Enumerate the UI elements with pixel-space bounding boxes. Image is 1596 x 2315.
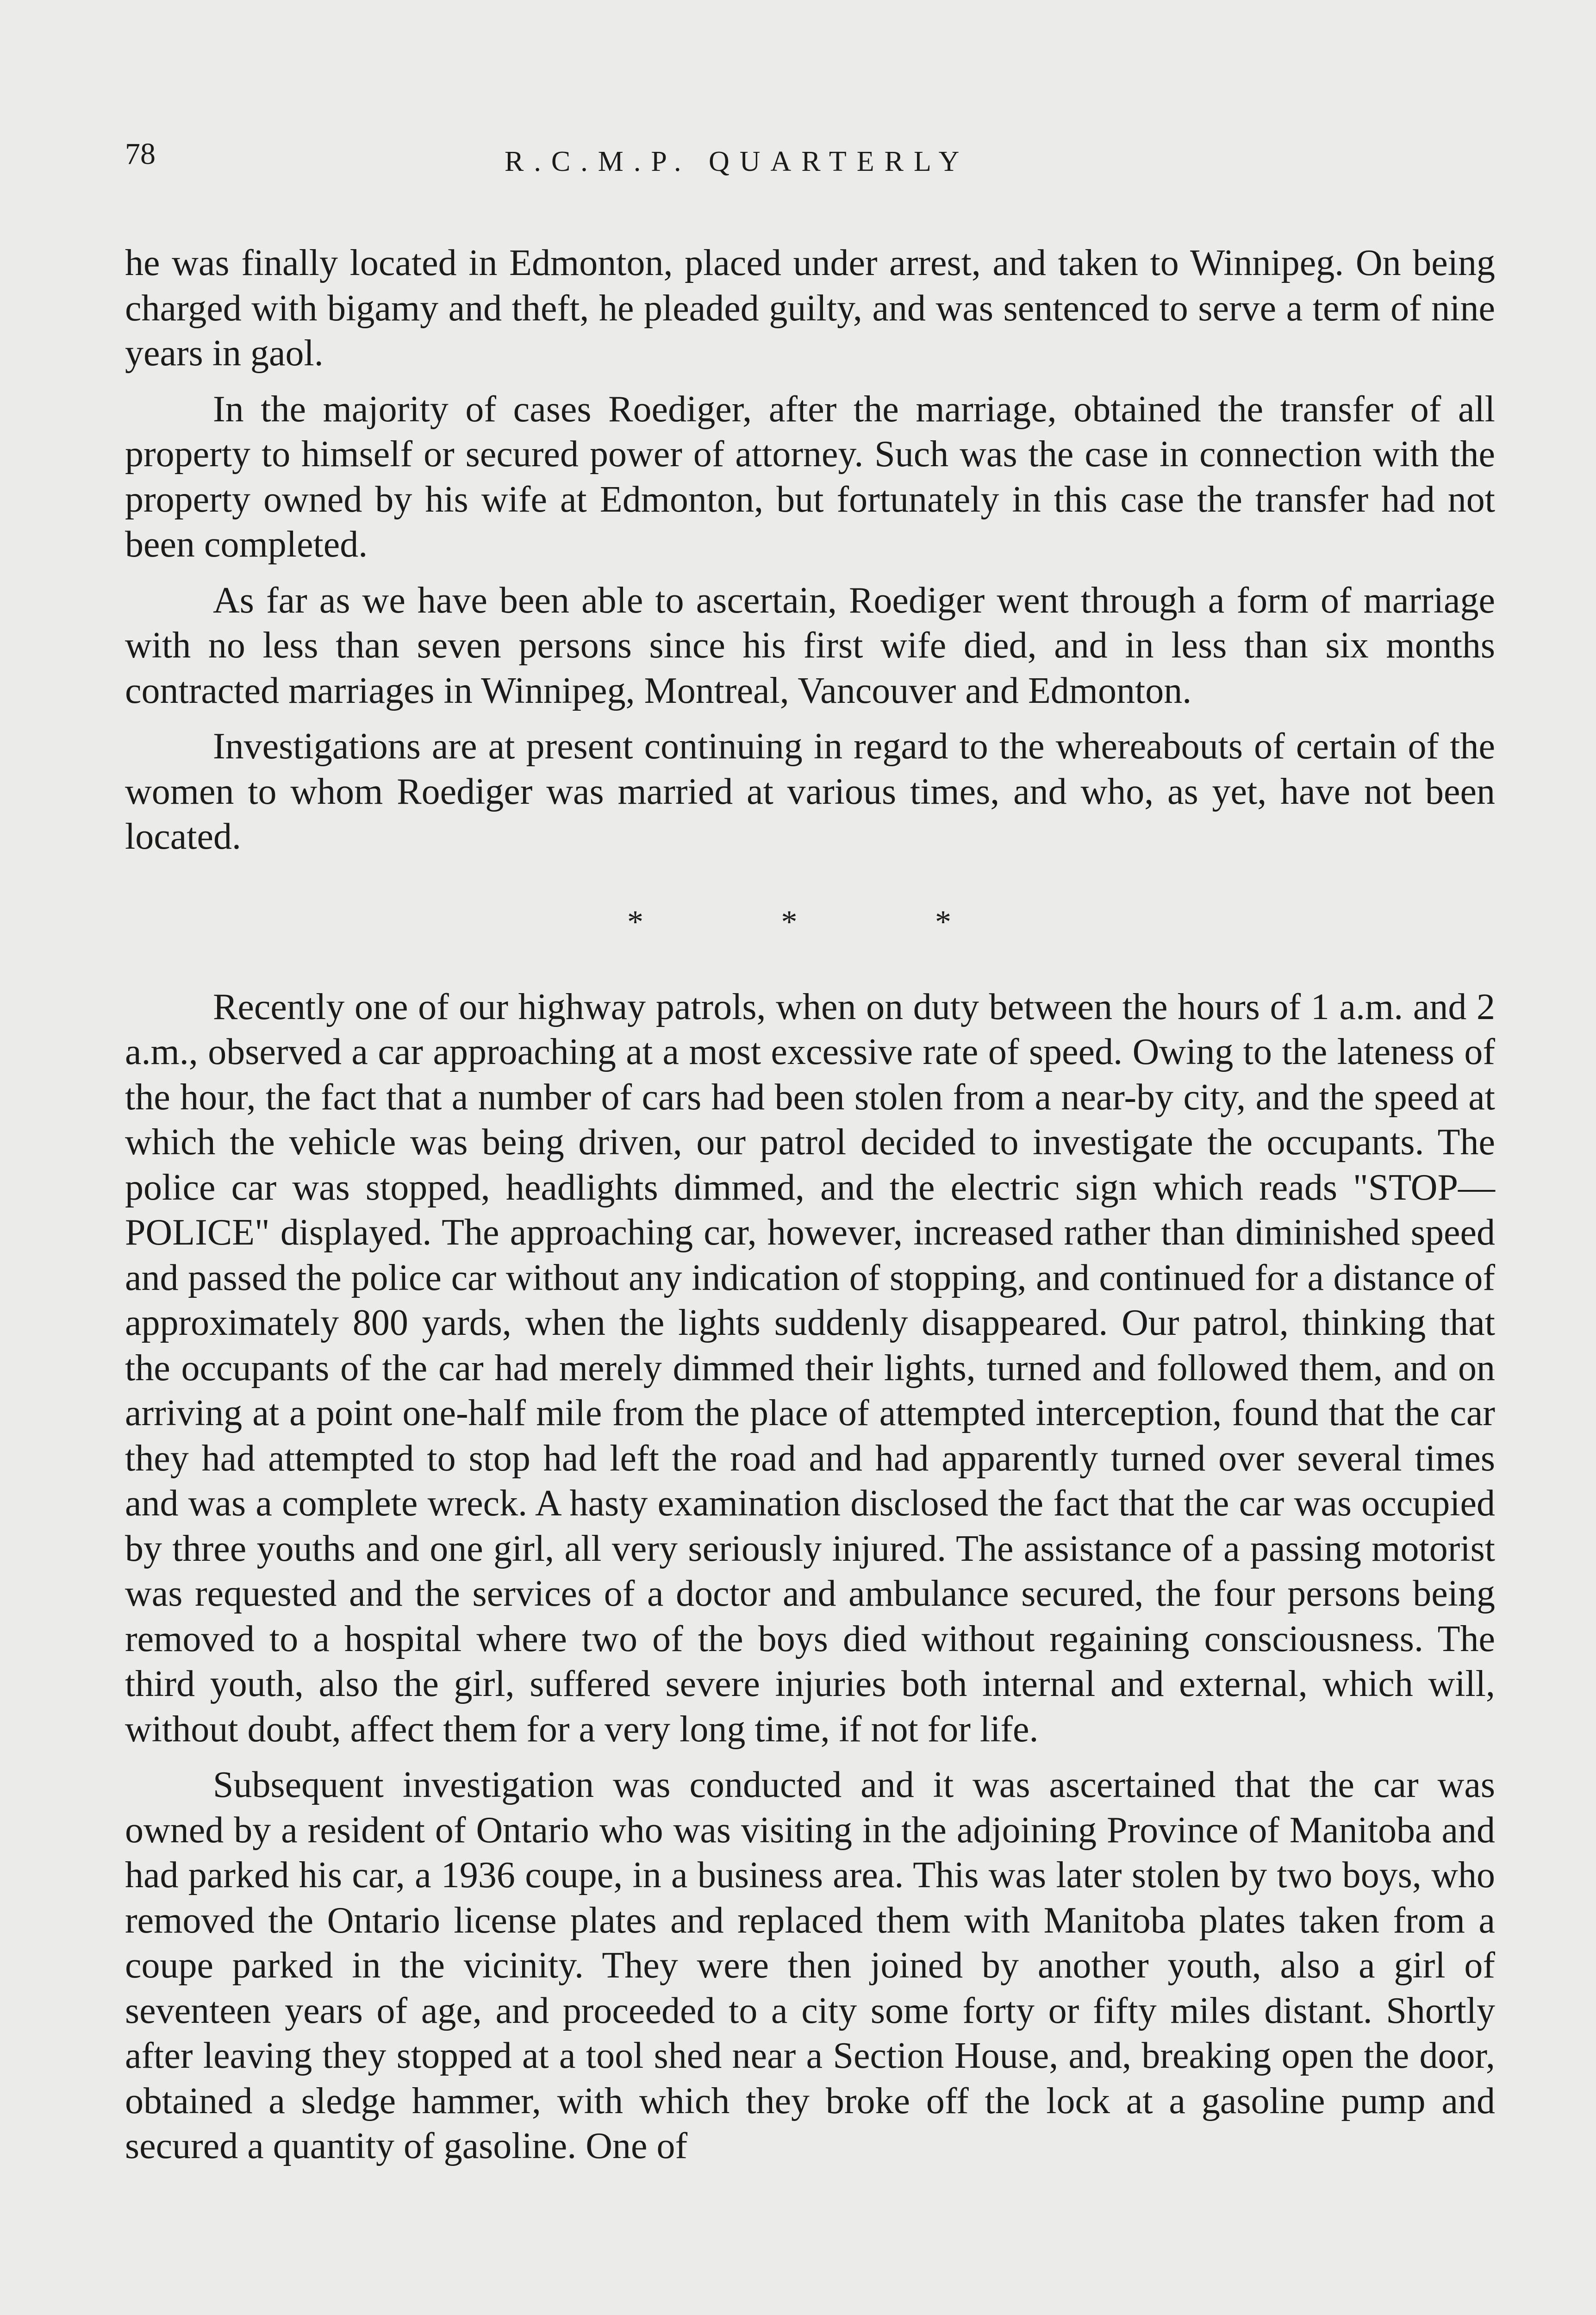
paragraph: As far as we have been able to ascertain, Roediger went through a form of marriage with no less than seven persons since his first wife died, and in less than six months contracted marriages in Winnipeg, Montreal, Vancouver and Edmonton. [125, 580, 1495, 711]
separator-asterisk: * [781, 904, 798, 940]
paragraph-continuation: he was finally located in Edmonton, placed under arrest, and taken to Winnipeg. On being charged with bigamy and theft, he pleaded guilty, and was sentenced to serve a term of nine years in gaol. [125, 243, 1495, 374]
separator-asterisk: * [627, 904, 643, 940]
page-number: 78 [125, 137, 156, 171]
paragraph: Subsequent investigation was conducted and it was ascertained that the car was owned by a resident of Ontario who was visiting in the adjoining Province of Manitoba and had parked his car, a 1936 coupe, in a business area. This was later stolen by two boys, who removed the Ontario license plates and replaced them with Manitoba plates taken from a coupe parked in the vicinity. They were then joined by another youth, also a girl of seventeen years of age, and proceeded to a city some forty or fifty miles distant. Shortly after leaving they stopped at a tool shed near a Section House, and, breaking open the door, obtained a sledge hammer, with which they broke off the lock at a gasoline pump and secured a quantity of gasoline. One of [125, 1764, 1495, 2166]
section-separator [627, 906, 951, 939]
paragraph: Recently one of our highway patrols, when on duty between the hours of 1 a.m. and 2 a.m., observed a car approaching at a most excessive rate of speed. Owing to the lateness of the hour, the fact that a number of cars had been stolen from a near-by city, and the speed at which the vehicle was being driven, our patrol decided to investigate the occupants. The police car was stopped, headlights dimmed, and the electric sign which reads "STOP—POLICE" displayed. The approaching car, however, increased rather than diminished speed and passed the police car without any indication of stopping, and continued for a distance of approximately 800 yards, when the lights suddenly disappeared. Our patrol, thinking that the occupants of the car had merely dimmed their lights, turned and followed them, and on arriving at a point one-half mile from the place of attempted interception, found that the car they had attempted to stop had left the road and had apparently turned over several times and was a complete wreck. A hasty examination disclosed the fact that the car was occupied by three youths and one girl, all very seriously injured. The assistance of a passing motorist was requested and the services of a doctor and ambulance secured, the four persons being removed to a hospital where two of the boys died without regaining consciousness. The third youth, also the girl, suffered severe injuries both internal and external, which will, without doubt, affect them for a very long time, if not for life. [125, 986, 1495, 1750]
paragraph: Investigations are at present continuing in regard to the whereabouts of certain of the women to whom Roediger was married at various times, and who, as yet, have not been located. [125, 726, 1495, 857]
separator-asterisk: * [935, 904, 951, 940]
article-body [125, 241, 1495, 2180]
paragraph: In the majority of cases Roediger, after the marriage, obtained the transfer of all property to himself or secured power of attorney. Such was the case in connection with the property owned by his wife at Edmonton, but fortunately in this case the transfer had not been completed. [125, 388, 1495, 565]
running-head: R.C.M.P. QUARTERLY [505, 146, 970, 177]
